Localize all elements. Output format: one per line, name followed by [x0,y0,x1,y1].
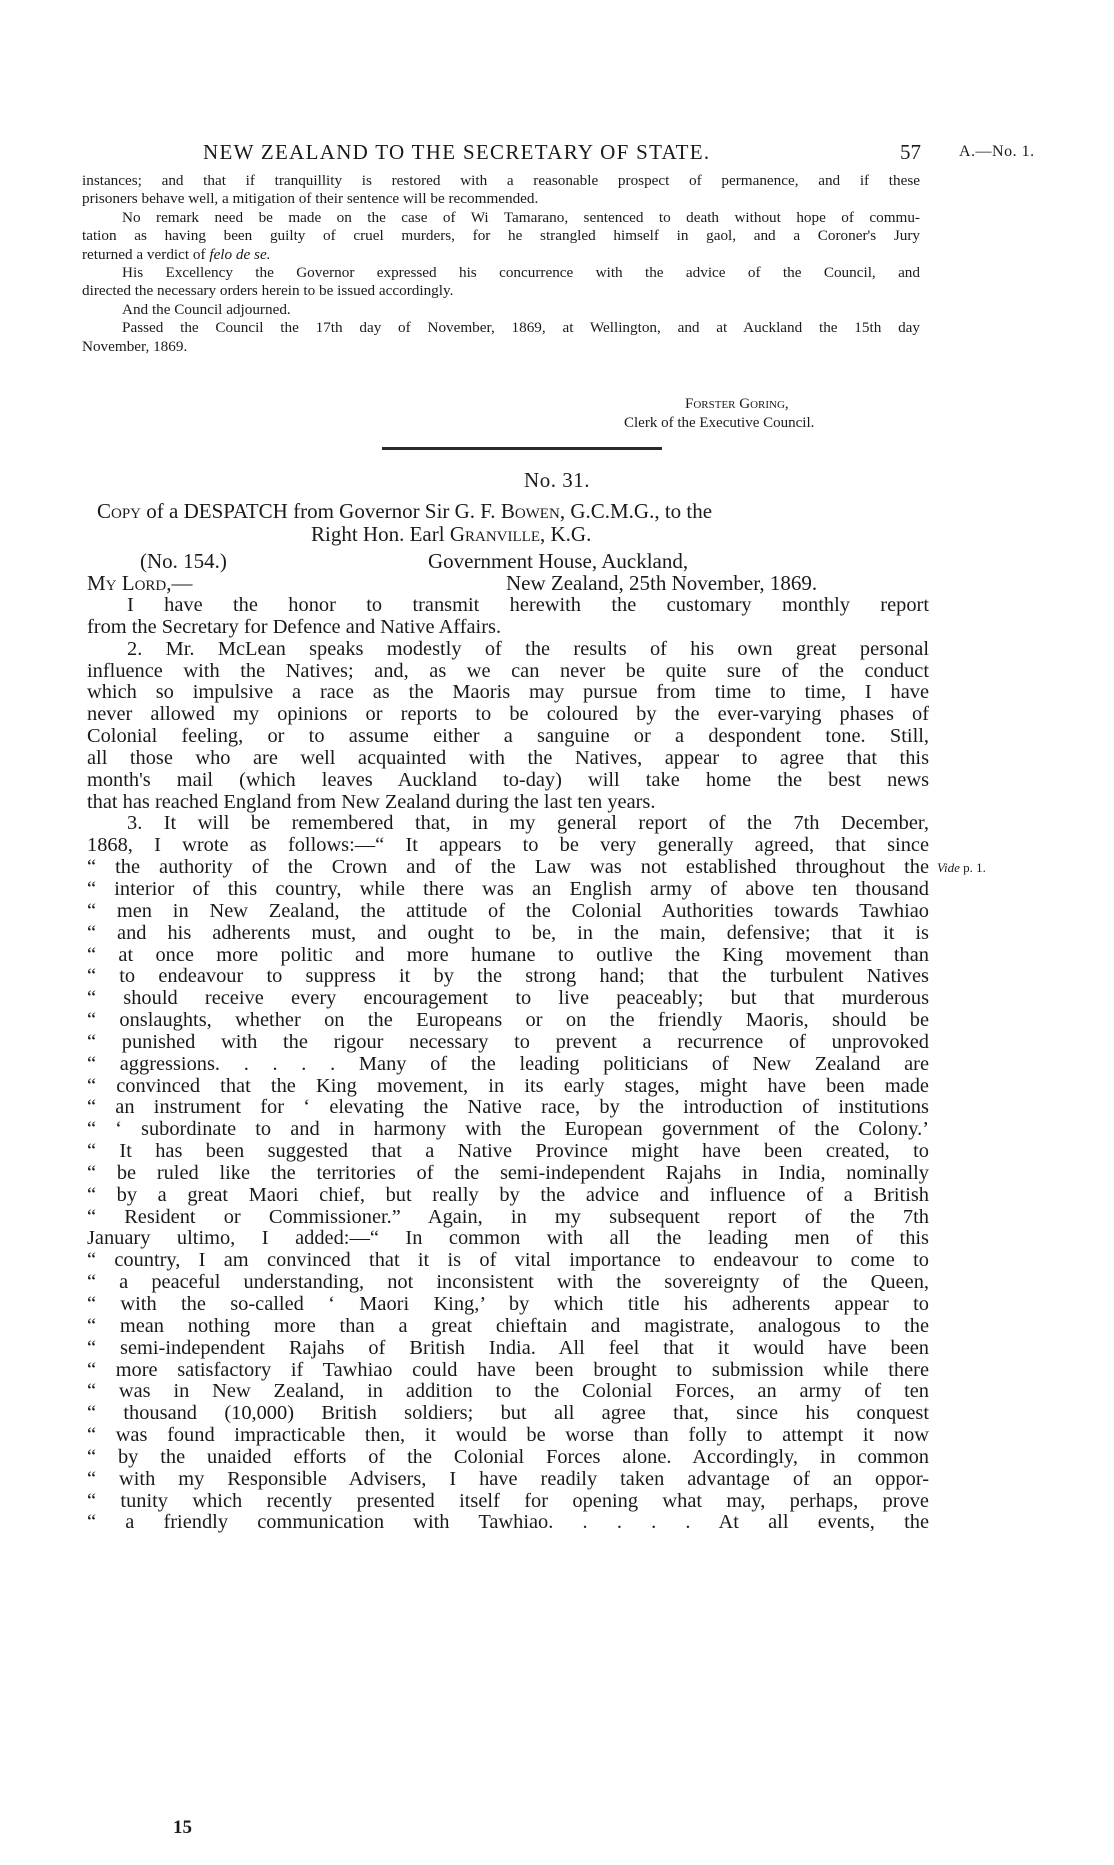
body-line: “ was in New Zealand, in addition to the Colonial Forces, an army of ten [87,1381,929,1403]
body-line: “ and his adherents must, and ought to be, in the main, defensive; that it is [87,922,929,944]
body-line: from the Secretary for Defence and Native Affairs. [87,616,502,638]
body-line: “ a friendly communication with Tawhiao. . . . . At all events, the [87,1512,929,1534]
despatch-number: No. 31. [524,468,590,492]
salutation: My Lord,— [87,571,193,595]
signatory-title: Clerk of the Executive Council. [624,415,815,431]
signatory-name: Forster Goring, [685,396,789,412]
despatch-body [87,595,929,1534]
despatch-title-line-1: Copy of a DESPATCH from Governor Sir G. F. Bowen, G.C.M.G., to the [97,499,713,523]
body-line: “ by a great Maori chief, but really by the advice and influence of a British [87,1184,929,1206]
page-number: 57 [900,140,921,164]
body-line: “ tunity which recently presented itself for opening what may, perhaps, prove [87,1490,929,1512]
minutes-para-5-line-2: November, 1869. [82,337,188,355]
signature-mark: 15 [173,1817,192,1838]
minutes-para-5-line-1: Passed the Council the 17th day of November, 1869, at Wellington, and at Auckland the 15th day [122,319,920,337]
body-line: 3. It will be remembered that, in my general report of the 7th December, [127,813,929,835]
body-line: “ to endeavour to suppress it by the strong hand; that the turbulent Natives [87,966,929,988]
minutes-para-2-line-3 [82,246,920,264]
address-line-2: New Zealand, 25th November, 1869. [506,571,818,595]
body-line: “ convinced that the King movement, in its early stages, might have been made [87,1075,929,1097]
minutes-para-3-line-1: His Excellency the Governor expressed his concurrence with the advice of the Council, and [122,264,920,282]
body-line: influence with the Natives; and, as we can never be quite sure of the conduct [87,660,929,682]
body-line: “ semi-independent Rajahs of British India. All feel that it would have been [87,1337,929,1359]
body-line: “ be ruled like the territories of the semi-independent Rajahs in India, nominally [87,1162,929,1184]
minutes-para-3-line-2: directed the necessary orders herein to be issued accordingly. [82,282,454,300]
body-line: “ a peaceful understanding, not inconsistent with the sovereignty of the Queen, [87,1272,929,1294]
address-line-1: Government House, Auckland, [428,549,689,573]
body-line: “ the authority of the Crown and of the Law was not established throughout the [87,857,929,879]
minutes-para-4: And the Council adjourned. [122,300,291,318]
body-line: “ punished with the rigour necessary to prevent a recurrence of unprovoked [87,1031,929,1053]
body-line: January ultimo, I added:—“ In common with all the leading men of this [87,1228,929,1250]
body-line: never allowed my opinions or reports to be coloured by the ever-varying phases of [87,704,929,726]
minutes-para-2-line-2: tation as having been guilty of cruel murders, for he strangled himself in gaol, and a Coroner's Jury [82,227,920,245]
section-divider [382,447,662,450]
body-line: “ onslaughts, whether on the Europeans or on the friendly Maoris, should be [87,1010,929,1032]
body-line: “ by the unaided efforts of the Colonial Forces alone. Accordingly, in common [87,1446,929,1468]
body-line: “ mean nothing more than a great chieftain and magistrate, analogous to the [87,1315,929,1337]
body-line: 2. Mr. McLean speaks modestly of the results of his own great personal [127,638,929,660]
body-line: Colonial feeling, or to assume either a sanguine or a despondent tone. Still, [87,726,929,748]
body-line: “ was found impracticable then, it would be worse than folly to attempt it now [87,1425,929,1447]
body-line: that has reached England from New Zealand during the last ten years. [87,791,656,813]
body-line: “ should receive every encouragement to live peaceably; but that murderous [87,988,929,1010]
felo-de-se: felo de se. [209,245,271,263]
body-line: “ at once more politic and more humane to outlive the King movement than [87,944,929,966]
body-line: “ more satisfactory if Tawhiao could have been brought to submission while there [87,1359,929,1381]
body-line: “ men in New Zealand, the attitude of the Colonial Authorities towards Tawhiao [87,900,929,922]
body-line: “ with my Responsible Advisers, I have readily taken advantage of an oppor- [87,1468,929,1490]
council-minutes [82,172,920,356]
minutes-para-1-line-1: instances; and that if tranquillity is restored with a reasonable prospect of permanence, and if these [82,172,920,189]
despatch-reference-number: (No. 154.) [140,549,227,573]
body-line: which so impulsive a race as the Maoris may pursue from time to time, I have [87,682,929,704]
body-line: “ thousand (10,000) British soldiers; but all agree that, since his conquest [87,1403,929,1425]
body-line: all those who are well acquainted with the Natives, appear to agree that this [87,747,929,769]
body-line: 1868, I wrote as follows:—“ It appears to be very generally agreed, that since [87,835,929,857]
body-line: “ an instrument for ‘ elevating the Native race, by the introduction of institutions [87,1097,929,1119]
minutes-para-1-line-2: prisoners behave well, a mitigation of their sentence will be recommended. [82,190,539,208]
body-line: “ aggressions. . . . . Many of the leading politicians of New Zealand are [87,1053,929,1075]
running-header-title: NEW ZEALAND TO THE SECRETARY OF STATE. [203,140,711,164]
document-reference: A.—No. 1. [959,143,1035,160]
margin-note-vide: Vide p. 1. [937,860,986,875]
body-line: “ It has been suggested that a Native Province might have been created, to [87,1141,929,1163]
body-line: “ Resident or Commissioner.” Again, in my subsequent report of the 7th [87,1206,929,1228]
minutes-para-2-text: returned a verdict of [82,245,206,263]
body-line: “ country, I am convinced that it is of vital importance to endeavour to come to [87,1250,929,1272]
body-line: I have the honor to transmit herewith the customary monthly report [127,595,929,616]
body-line: “ interior of this country, while there was an English army of above ten thousand [87,878,929,900]
body-line: “ ‘ subordinate to and in harmony with the European government of the Colony.’ [87,1119,929,1141]
despatch-title-line-2: Right Hon. Earl Granville, K.G. [311,522,592,546]
minutes-para-2-line-1: No remark need be made on the case of Wi Tamarano, sentenced to death without hope of commu- [122,208,920,226]
body-line: “ with the so-called ‘ Maori King,’ by which title his adherents appear to [87,1294,929,1315]
body-line: month's mail (which leaves Auckland to-day) will take home the best news [87,769,929,791]
